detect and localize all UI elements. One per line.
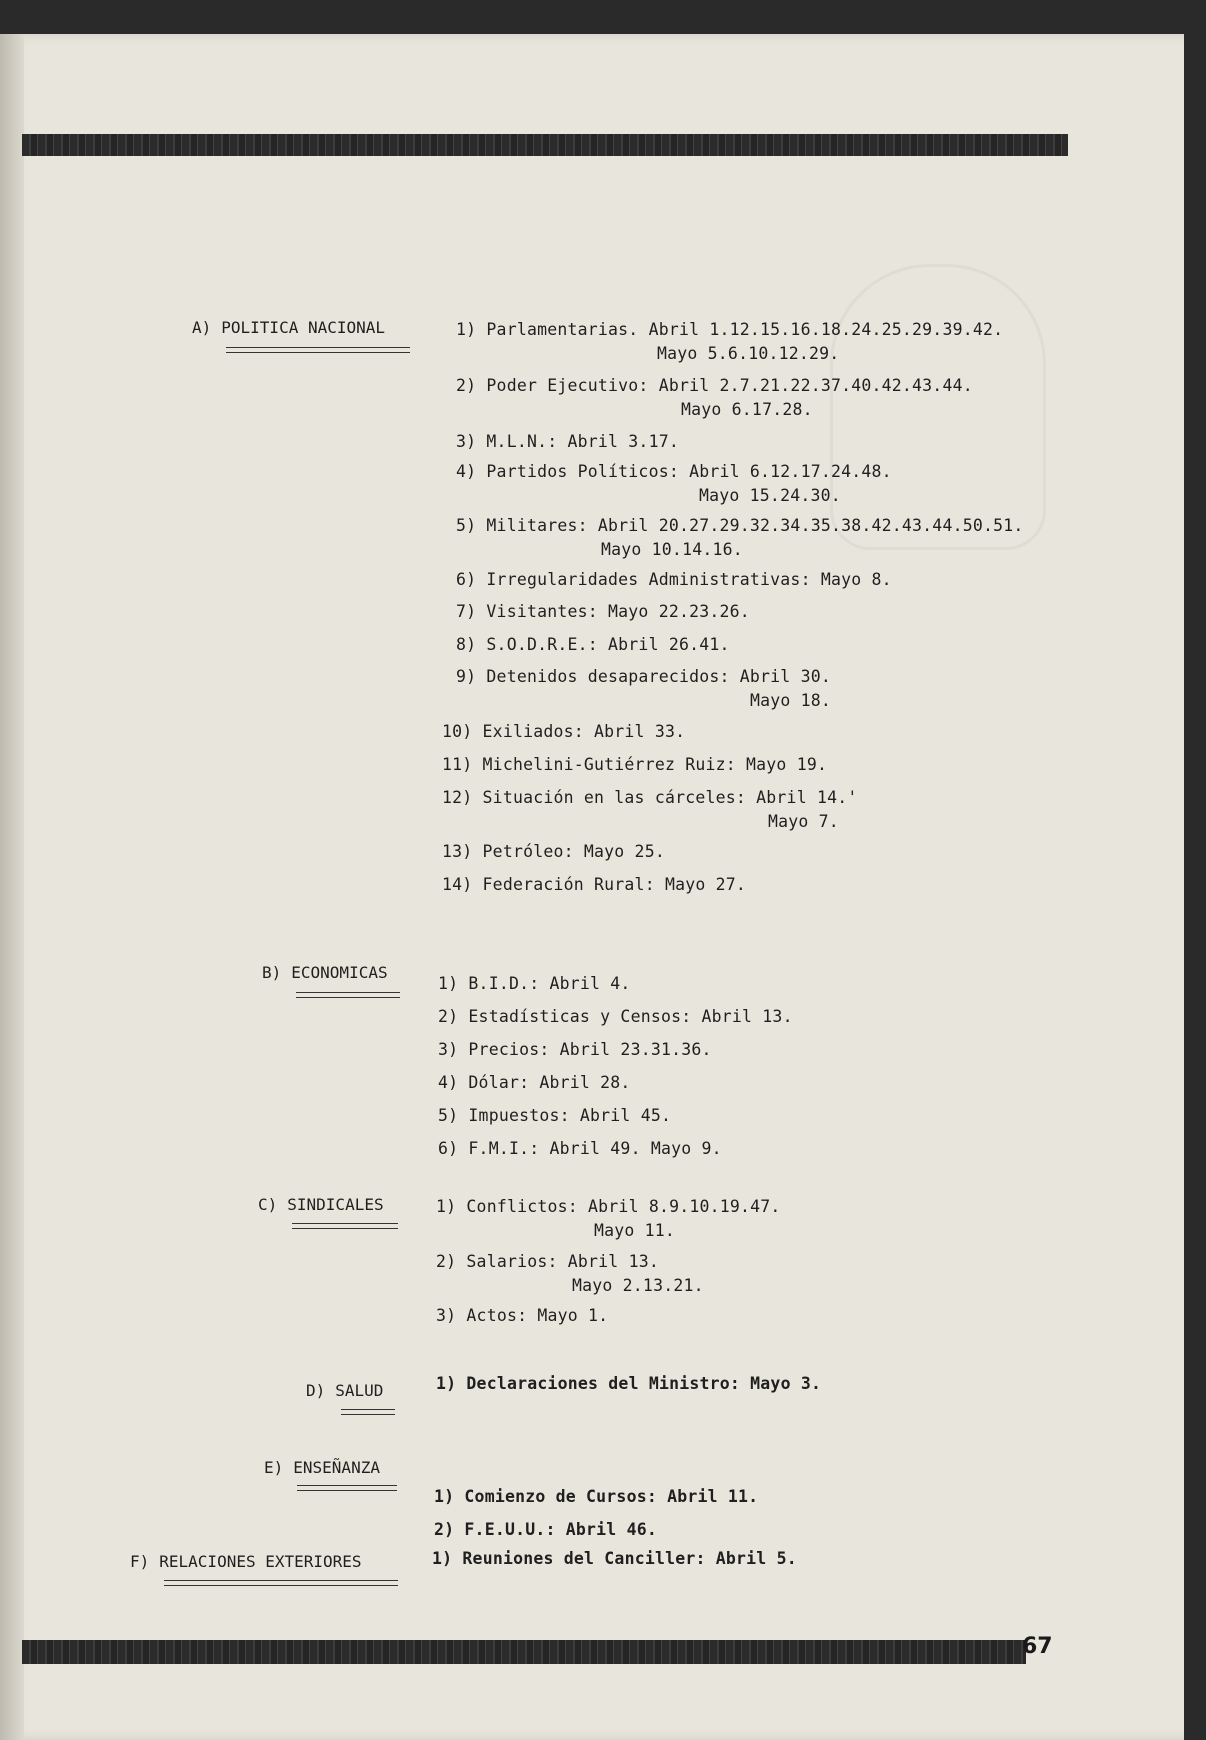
section-title: ECONOMICAS [291, 963, 388, 982]
list-item: 1) B.I.D.: Abril 4. [438, 974, 631, 993]
section-letter: D) [306, 1381, 326, 1400]
section-heading-politica-nacional [192, 318, 385, 337]
list-item: 1) Parlamentarias. Abril 1.12.15.16.18.24.25.29.39.42. [456, 320, 1004, 339]
list-item: 5) Militares: Abril 20.27.29.32.34.35.38.42.43.44.50.51. [456, 516, 1024, 535]
section-heading-relaciones-exteriores [130, 1552, 362, 1571]
section-title: SINDICALES [287, 1195, 384, 1214]
section-title: POLITICA NACIONAL [221, 318, 386, 337]
list-item: 1) Conflictos: Abril 8.9.10.19.47. [436, 1197, 781, 1216]
list-item-continuation: Mayo 11. [594, 1221, 676, 1240]
list-item: 6) F.M.I.: Abril 49. Mayo 9. [438, 1139, 722, 1158]
list-item-continuation: Mayo 15.24.30. [699, 486, 841, 505]
section-letter: A) [192, 318, 212, 337]
section-underline [292, 1223, 398, 1229]
section-heading-economicas [262, 963, 388, 982]
list-item-continuation: Mayo 18. [750, 691, 832, 710]
section-letter: C) [258, 1195, 278, 1214]
list-item: 7) Visitantes: Mayo 22.23.26. [456, 602, 750, 621]
list-item: 2) Salarios: Abril 13. [436, 1252, 659, 1271]
list-item: 2) Poder Ejecutivo: Abril 2.7.21.22.37.40.42.43.44. [456, 376, 973, 395]
binding-edge [0, 34, 24, 1740]
list-item: 2) Estadísticas y Censos: Abril 13. [438, 1007, 793, 1026]
list-item: 4) Dólar: Abril 28. [438, 1073, 631, 1092]
section-letter: E) [264, 1458, 284, 1477]
page-number: 67 [1022, 1634, 1053, 1659]
section-title: ENSEÑANZA [293, 1458, 380, 1477]
section-underline [296, 992, 400, 998]
section-letter: B) [262, 963, 282, 982]
list-item: 3) Actos: Mayo 1. [436, 1306, 609, 1325]
section-heading-sindicales [258, 1195, 384, 1214]
list-item: 14) Federación Rural: Mayo 27. [442, 875, 747, 894]
section-heading-ensenanza [264, 1458, 380, 1477]
list-item: 5) Impuestos: Abril 45. [438, 1106, 672, 1125]
section-heading-salud [306, 1381, 383, 1400]
section-title: SALUD [335, 1381, 384, 1400]
list-item: 11) Michelini-Gutiérrez Ruiz: Mayo 19. [442, 755, 828, 774]
list-item: 3) M.L.N.: Abril 3.17. [456, 432, 679, 451]
list-item: 2) F.E.U.U.: Abril 46. [434, 1520, 657, 1539]
list-item-continuation: Mayo 7. [768, 812, 839, 831]
list-item: 6) Irregularidades Administrativas: Mayo 8. [456, 570, 892, 589]
list-item: 4) Partidos Políticos: Abril 6.12.17.24.48. [456, 462, 892, 481]
list-item-continuation: Mayo 10.14.16. [601, 540, 743, 559]
list-item: 1) Comienzo de Cursos: Abril 11. [434, 1487, 759, 1506]
bottom-rule [22, 1640, 1026, 1664]
section-underline [297, 1485, 397, 1491]
list-item: 12) Situación en las cárceles: Abril 14.' [442, 788, 858, 807]
document-page [0, 34, 1184, 1740]
list-item: 1) Reuniones del Canciller: Abril 5. [432, 1549, 797, 1568]
list-item: 8) S.O.D.R.E.: Abril 26.41. [456, 635, 730, 654]
list-item-continuation: Mayo 2.13.21. [572, 1276, 704, 1295]
list-item: 9) Detenidos desaparecidos: Abril 30. [456, 667, 831, 686]
section-letter: F) [130, 1552, 150, 1571]
section-underline [226, 347, 410, 353]
list-item: 10) Exiliados: Abril 33. [442, 722, 686, 741]
list-item: 13) Petróleo: Mayo 25. [442, 842, 665, 861]
section-underline [164, 1580, 398, 1586]
list-item: 1) Declaraciones del Ministro: Mayo 3. [436, 1374, 822, 1393]
list-item: 3) Precios: Abril 23.31.36. [438, 1040, 712, 1059]
section-underline [341, 1409, 395, 1415]
faded-watermark [830, 264, 1046, 550]
list-item-continuation: Mayo 6.17.28. [681, 400, 813, 419]
top-rule [22, 134, 1068, 156]
section-title: RELACIONES EXTERIORES [159, 1552, 362, 1571]
list-item-continuation: Mayo 5.6.10.12.29. [657, 344, 840, 363]
